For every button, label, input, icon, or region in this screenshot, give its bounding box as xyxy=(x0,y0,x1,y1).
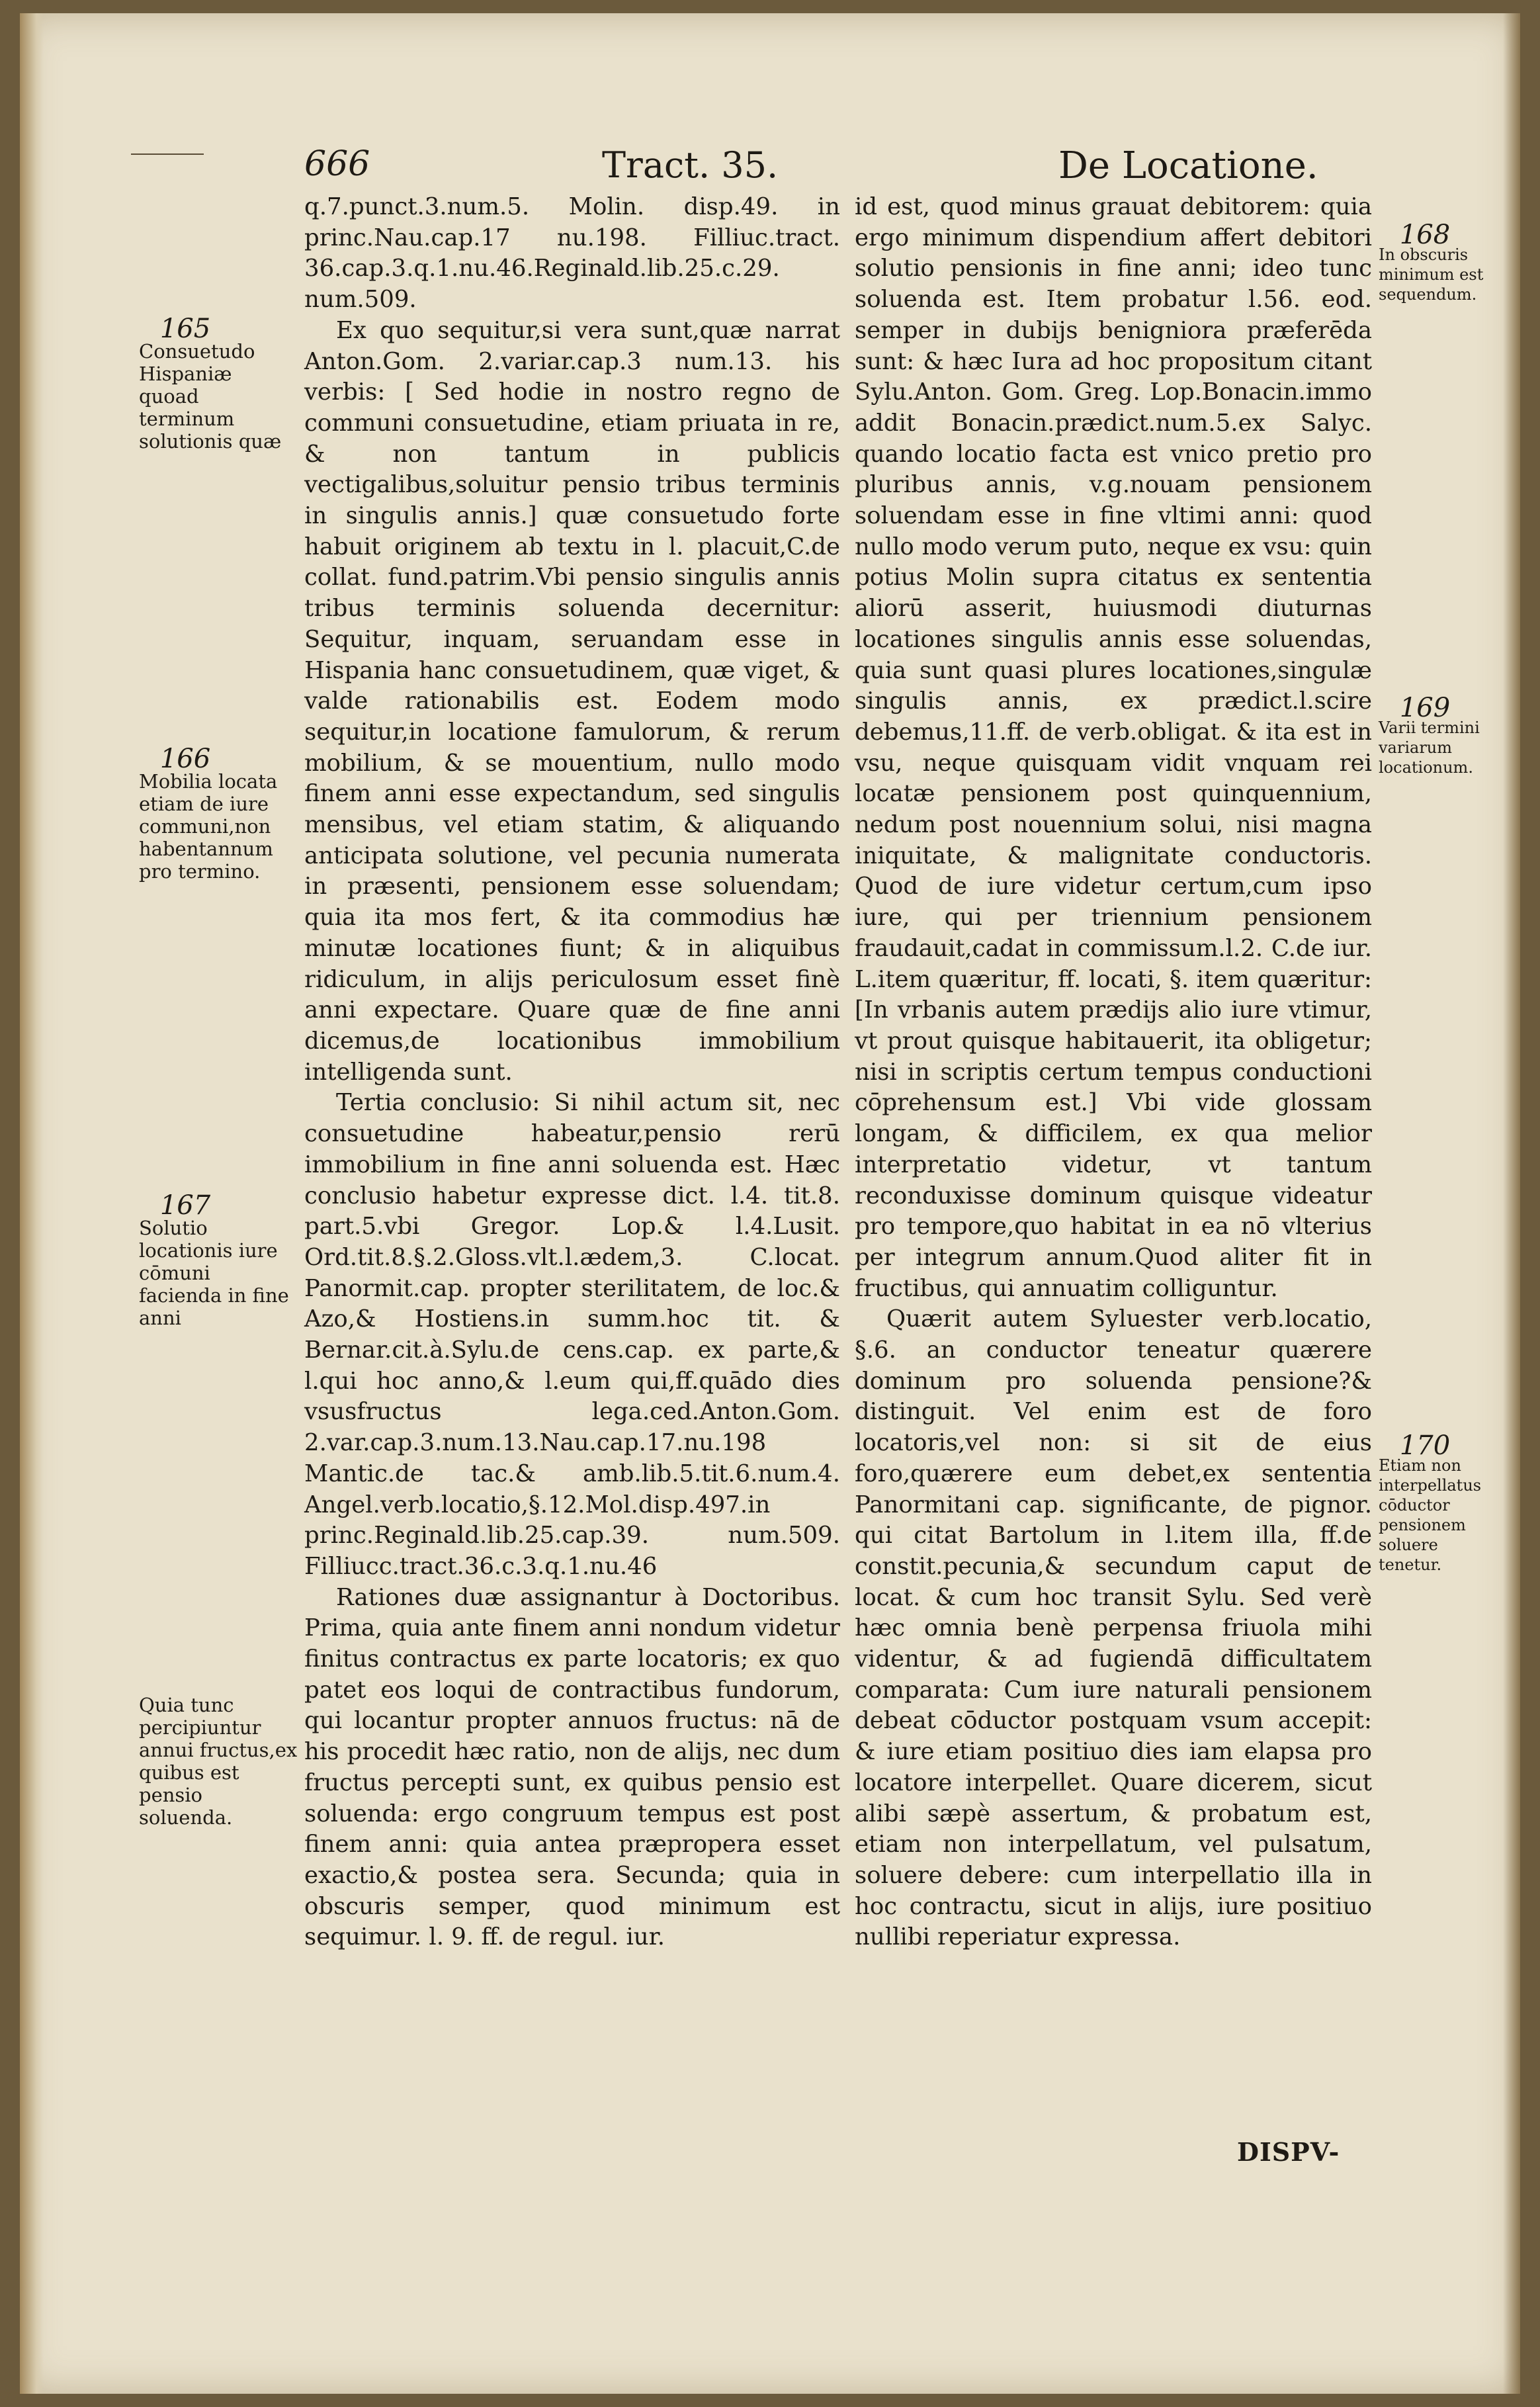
margin-text: Quia tunc percipiuntur annui fructus,ex quibus est pensio soluenda. xyxy=(139,1694,298,1829)
book-page xyxy=(20,13,1520,2394)
margin-text: Consuetudo Hispaniæ quoad terminum solutionis quæ xyxy=(139,340,282,453)
page-header xyxy=(20,144,1520,191)
left-paragraph-4: Rationes duæ assignantur à Doctoribus. Prima, quia ante finem anni nondum videtur finitus contractus ex parte locatoris; ex quo patet eos loqui de contractibus fundorum, qui locantur propter annuos fructus: nā de his procedit hæc ratio, non de alijs, nec dum fructus percepti sunt, ex quibus pensio est soluenda: ergo congruum tempus est post finem anni: quia antea præpropera esset exactio,& postea sera. Secunda; quia in obscuris semper, quod minimum est sequimur. l. 9. ff. de regul. iur. xyxy=(304,1583,840,1951)
margin-note-right-1 xyxy=(1379,220,1504,304)
margin-text: Mobilia locata etiam de iure communi,non habentannum pro termino. xyxy=(139,770,278,883)
margin-text: Solutio locationis iure cōmuni facienda in fine anni xyxy=(139,1217,289,1329)
margin-note-left-3 xyxy=(139,1190,298,1329)
catchword: DISPV- xyxy=(1237,2137,1340,2167)
margin-number: 170 xyxy=(1399,1430,1451,1461)
margin-number: 169 xyxy=(1399,693,1451,723)
right-paragraph-1: id est, quod minus grauat debitorem: quia ergo minimum dispendium affert debitori solutio pensionis in fine anni; ideo tunc soluenda est. Item probatur l.56. eod. semper in dubijs benigniora præferēda sunt: & hæc Iura ad hoc propositum citant Sylu.Anton. Gom. Greg. Lop.Bonacin.immo addit Bonacin.prædict.num.5.ex Salyc. quando locatio facta est vnico pretio pro pluribus annis, v.g.nouam pensionem soluendam esse in fine vltimi anni: quod nullo modo verum puto, neque ex vsu: quin potius Molin supra citatus ex sententia aliorū asserit, huiusmodi diuturnas locationes singulis annis esse soluendas, quia sunt quasi plures locationes,singulæ singulis annis, ex prædict.l.scire debemus,11.ff. de verb.obligat. & ita est in vsu, neque quisquam vidit vnquam rei locatæ pensionem post quinquennium, nedum post nouennium solui, nisi magna iniquitate, & malignitate conductoris. Quod de iure videtur certum,cum ipso iure, qui per triennium pensionem fraudauit,cadat in commissum.l.2. C.de iur. L.item quæritur, ff. locati, §. item quæritur: [In vrbanis autem prædijs alio iure vtimur, vt prout quisque habitauerit, ita obligetur; nisi in scriptis certum tempus conductioni cōprehensum est.] Vbi vide glossam longam, & difficilem, ex qua melior interpretatio videtur, vt tantum reconduxisse dominum quisque videatur pro tempore,quo habitat in ea nō vlterius per integrum annum.Quod aliter fit in fructibus, qui annuatim colliguntur. xyxy=(855,193,1372,1302)
page-number: 666 xyxy=(304,144,370,184)
left-paragraph-1: q.7.punct.3.num.5. Molin. disp.49. in princ.Nau.cap.17 nu.198. Filliuc.tract. 36.cap.3.q.1.nu.46.Reginald.lib.25.c.29. num.509. xyxy=(304,193,840,314)
margin-number: 165 xyxy=(159,314,211,344)
margin-note-left-2 xyxy=(139,744,298,883)
margin-number: 168 xyxy=(1399,220,1451,250)
margin-text: Etiam non interpellatus cōductor pensionem soluere tenetur. xyxy=(1379,1456,1482,1574)
right-column xyxy=(855,192,1372,1953)
margin-text: Varii termini variarum locationum. xyxy=(1379,719,1480,777)
page-edge-left xyxy=(20,13,44,2394)
page-edge-right xyxy=(1503,13,1520,2394)
margin-note-right-2 xyxy=(1379,693,1504,777)
margin-number: 167 xyxy=(159,1190,211,1221)
running-head-right: De Locatione. xyxy=(1058,144,1318,187)
margin-note-left-4 xyxy=(139,1694,298,1829)
margin-note-right-3 xyxy=(1379,1430,1504,1575)
left-column xyxy=(304,192,840,1953)
left-paragraph-3: Tertia conclusio: Si nihil actum sit, nec consuetudine habeatur,pensio rerū immobilium in fine anni soluenda est. Hæc conclusio habetur expresse dict. l.4. tit.8. part.5.vbi Gregor. Lop.& l.4.Lusit. Ord.tit.8.§.2.Gloss.vlt.l.ædem,3. C.locat. Panormit.cap. propter sterilitatem, de loc.& Azo,& Hostiens.in summ.hoc tit. & Bernar.cit.à.Sylu.de cens.cap. ex parte,& l.qui hoc anno,& l.eum qui,ff.quādo dies vsusfructus lega.ced.Anton.Gom. 2.var.cap.3.num.13.Nau.cap.17.nu.198 Mantic.de tac.& amb.lib.5.tit.6.num.4. Angel.verb.locatio,§.12.Mol.disp.497.in princ.Reginald.lib.25.cap.39. num.509. Filliucc.tract.36.c.3.q.1.nu.46 xyxy=(304,1089,840,1580)
margin-number: 166 xyxy=(159,744,211,774)
left-paragraph-2: Ex quo sequitur,si vera sunt,quæ narrat Anton.Gom. 2.variar.cap.3 num.13. his verbis: [ Sed hodie in nostro regno de communi consuetudine, etiam priuata in re, & non tantum in publicis vectigalibus,soluitur pensio tribus terminis in singulis annis.] quæ consuetudo forte habuit originem ab textu in l. placuit,C.de collat. fund.patrim.Vbi pensio singulis annis tribus terminis soluenda decernitur: Sequitur, inquam, seruandam esse in Hispania hanc consuetudinem, quæ viget, & valde rationabilis est. Eodem modo sequitur,in locatione famulorum, & rerum mobilium, & se mouentium, nullo modo finem anni esse expectandum, sed singulis mensibus, vel etiam statim, & aliquando anticipata solutione, vel pecunia numerata in præsenti, pensionem esse soluendam; quia ita mos fert, & ita commodius hæ minutæ locationes fiunt; & in aliquibus ridiculum, in alijs periculosum esset finè anni expectare. Quare quæ de fine anni dicemus,de locationibus immobilium intelligenda sunt. xyxy=(304,316,840,1086)
running-head-left: Tract. 35. xyxy=(602,144,779,186)
right-paragraph-2: Quærit autem Syluester verb.locatio, §.6. an conductor teneatur quærere dominum pro soluenda pensione?& distinguit. Vel enim est de foro locatoris,vel non: si sit de eius foro,quærere eum debet,ex sententia Panormitani cap. significante, de pignor. qui citat Bartolum in l.item illa, ff.de constit.pecunia,& secundum caput de locat. & cum hoc transit Sylu. Sed verè hæc omnia benè perpensa friuola mihi videntur, & ad fugiendā difficultatem comparata: Cum iure naturali pensionem debeat cōductor postquam vsum accepit: & iure etiam positiuo dies iam elapsa pro locatore interpellet. Quare dicerem, sicut alibi sæpè assertum, & probatum est, etiam non interpellatum, vel pulsatum, soluere debere: cum interpellatio illa in hoc contractu, sicut in alijs, iure positiuo nullibi reperiatur expressa. xyxy=(855,1305,1372,1951)
margin-text: In obscuris minimum est sequendum. xyxy=(1379,245,1484,304)
margin-note-left-1 xyxy=(139,314,298,453)
